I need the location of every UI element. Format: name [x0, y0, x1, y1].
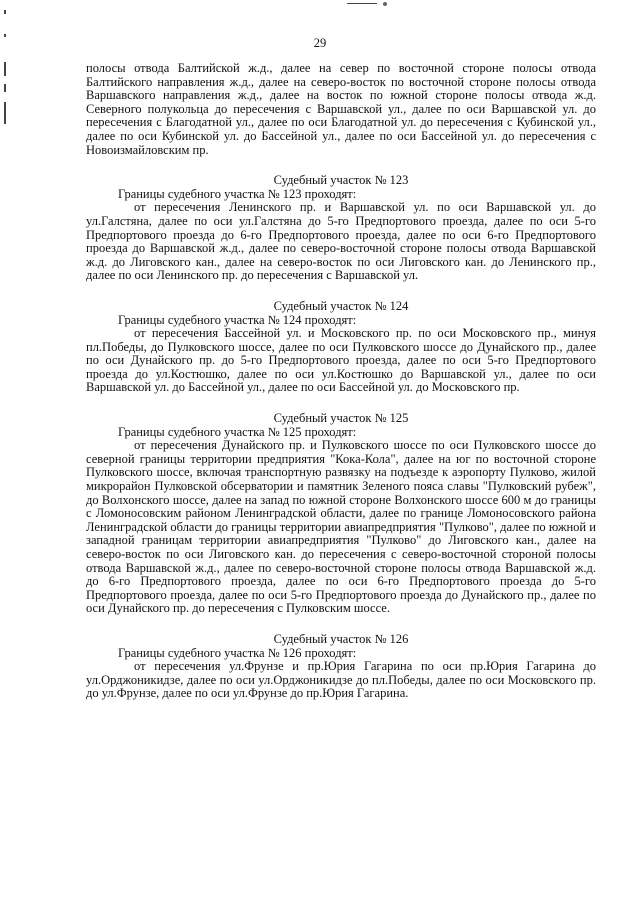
- section-body-125: от пересечения Дунайского пр. и Пулковского шоссе по оси Пулковского шоссе до северной границы территории предприятия "Кока-Кола", далее на юг по восточной стороне Пулковского шоссе, включая транспортную развязку на подъезде к аэропорту Пулково, жилой микрорайон Пулковской обсерватории и памятник Зеленого пояса славы "Пулковский рубеж", до Волхонского шоссе, далее на запад по южной стороне Волхонского шоссе 600 м до границы с Ломоносовским районом Ленинградской области, далее по границе Ломоносовского района Ленинградской области до границы территории авиапредприятия "Пулково", далее по южной и западной границам территории авиапредприятия "Пулково" до Лиговского кан., далее на северо-восток по оси Лиговского кан. до пересечения с северо-восточной стороной полосы отвода Варшавской ж.д., далее по северо-восточной стороне полосы отвода Варшавской ж.д. до 6-го Предпортового проезда, далее по оси 6-го Предпортового проезда до 5-го Предпортового проезда, далее по оси 5-го Предпортового проезда до Дунайского пр., далее по оси Дунайского пр. до пересечения с Пулковским шоссе.: [86, 438, 596, 616]
- section-heading-124: Границы судебного участка № 124 проходят:: [118, 312, 357, 327]
- section-body-124: от пересечения Бассейной ул. и Московского пр. по оси Московского пр., минуя пл.Победы, до Пулковского шоссе, далее по оси Пулковского шоссе до Дунайского пр., далее по оси Дунайского пр. до 5-го Предпортового проезда, далее по оси 5-го Предпортового проезда до ул.Костюшко, далее по оси ул.Костюшко до Варшавской ул., далее по оси Варшавской ул. до Бассейной ул., далее по оси Бассейной ул. до Московского пр.: [86, 326, 596, 395]
- section-title-123: Судебный участок № 123: [273, 173, 409, 188]
- section-title-126: Судебный участок № 126: [273, 631, 409, 646]
- section-title-125: Судебный участок № 125: [273, 411, 409, 426]
- page-number: 29: [313, 36, 327, 50]
- scan-mark: [347, 3, 377, 4]
- section-title-124: Судебный участок № 124: [273, 298, 409, 313]
- section-body-126: от пересечения ул.Фрунзе и пр.Юрия Гагарина по оси пр.Юрия Гагарина до ул.Орджоникидзе, далее по оси ул.Орджоникидзе до пл.Победы, далее по оси Московского пр. до ул.Фрунзе, далее по оси ул.Фрунзе до пр.Юрия Гагарина.: [86, 659, 596, 701]
- section-heading-126: Границы судебного участка № 126 проходят:: [118, 645, 357, 660]
- document-body: [86, 62, 596, 701]
- scan-dot: [383, 2, 387, 6]
- margin-marks: [4, 0, 8, 130]
- section-heading-123: Границы судебного участка № 123 проходят:: [118, 186, 357, 201]
- section-heading-125: Границы судебного участка № 125 проходят:: [118, 424, 357, 439]
- section-body-123: от пересечения Ленинского пр. и Варшавской ул. по оси Варшавской ул. до ул.Галстяна, далее по оси ул.Галстяна до 5-го Предпортового проезда, далее по оси 5-го Предпортового проезда до 6-го Предпортового проезда, далее по оси 6-го Предпортового проезда до Варшавской ж.д., далее по северо-восточной стороне полосы отвода Варшавской ж.д. до Лиговского кан., далее на северо-восток по оси Лиговского кан. до Ленинского пр., далее по оси Ленинского пр. до пересечения с Варшавской ул.: [86, 200, 596, 283]
- intro-paragraph: полосы отвода Балтийской ж.д., далее на север по восточной стороне полосы отвода Балтийского направления ж.д., далее на северо-восток по восточной стороне полосы отвода Варшавского направления ж.д., далее на восток по южной стороне полосы отвода ж.д. Северного полукольца до пересечения с Варшавской ул., далее по оси Варшавской ул. до пересечения с Благодатной ул., далее по оси Благодатной ул. до пересечения с Кубинской ул., далее по оси Кубинской ул. до Бассейной ул., далее по оси Бассейной ул. до пересечения с Новоизмайловским пр.: [86, 61, 596, 157]
